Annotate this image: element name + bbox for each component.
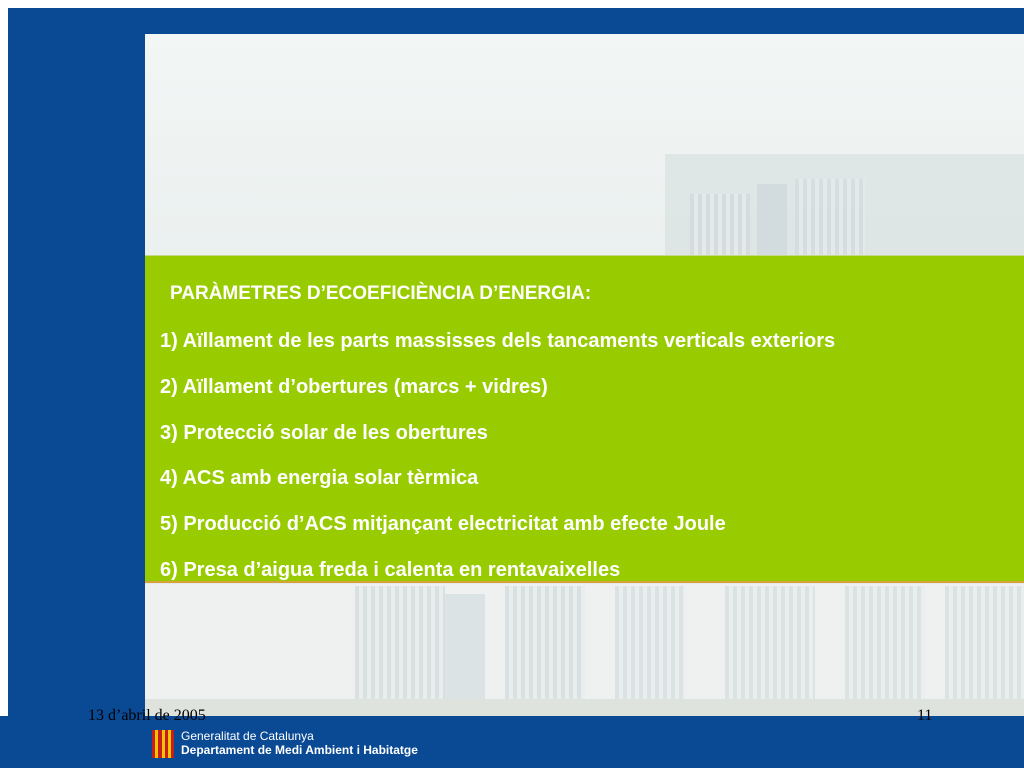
parameters-panel [145, 255, 1024, 583]
footer-date: 13 d’abril de 2005 [88, 707, 206, 724]
department-name: Departament de Medi Ambient i Habitatge [181, 743, 418, 757]
slide-page-number: 11 [917, 707, 933, 724]
organization-name: Generalitat de Catalunya [181, 729, 314, 743]
parameter-item-5: 5) Producció d’ACS mitjançant electricitat amb efecte Joule [160, 513, 726, 535]
parameter-item-2: 2) Aïllament d’obertures (marcs + vidres) [160, 376, 548, 398]
organization-label [181, 729, 418, 758]
parameter-item-6: 6) Presa d’aigua freda i calenta en rentavaixelles [160, 559, 621, 581]
parameter-item-3: 3) Protecció solar de les obertures [160, 422, 488, 444]
parameter-item-1: 1) Aïllament de les parts massisses dels tancaments verticals exteriors [160, 330, 836, 352]
top-frame-bar [8, 8, 1024, 34]
generalitat-logo-icon [152, 730, 174, 758]
panel-heading: PARÀMETRES D’ECOEFICIÈNCIA D’ENERGIA: [170, 283, 592, 304]
parameter-item-4: 4) ACS amb energia solar tèrmica [160, 467, 479, 489]
left-frame-bar [8, 8, 145, 716]
